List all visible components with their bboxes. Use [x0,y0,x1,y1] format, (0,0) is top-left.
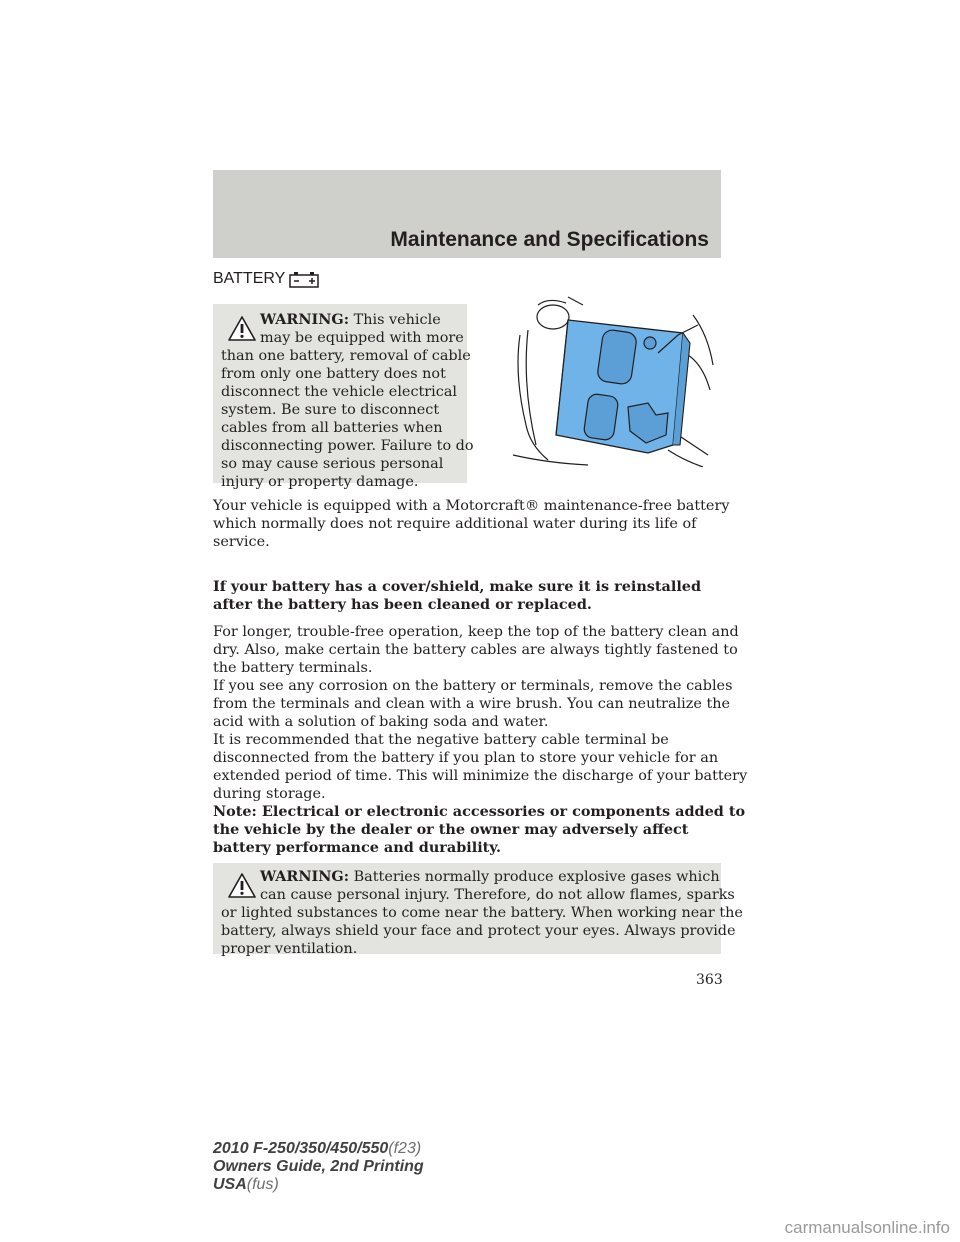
paragraph-maintenance-free: Your vehicle is equipped with a Motorcraft® maintenance-free battery which normally does not require additional water during its life of service. [213,498,730,550]
warning-line: can cause personal injury. Therefore, do not allow flames, sparks [260,887,735,903]
warning-line: WARNING: Batteries normally produce explosive gases which [260,868,720,885]
paragraph-cover-shield: If your battery has a cover/shield, make sure it is reinstalled after the battery has been cleaned or replaced. [213,578,702,613]
footer-line-model: 2010 F-250/350/450/550(f23) [213,1140,422,1157]
footer-line-region: USA(fus) [213,1176,279,1193]
paragraph-corrosion: If you see any corrosion on the battery or terminals, remove the cables from the terminals and clean with a wire brush. You can neutralize the acid with a solution of baking soda and water. [213,678,733,730]
footer-line-edition: Owners Guide, 2nd Printing [213,1158,424,1175]
warning-line: WARNING: This vehicle [260,311,441,328]
warning-line: system. Be sure to disconnect [221,402,440,418]
warning-line: may be equipped with more [260,330,464,346]
warning-label: WARNING: [260,868,350,885]
paragraph-storage: It is recommended that the negative battery cable terminal be disconnected from the battery if you plan to store your vehicle for an extended period of time. This will minimize the discharge of your battery during storage. [213,732,748,802]
warning-line: proper ventilation. [221,941,358,957]
warning-line: or lighted substances to come near the battery. When working near the [221,905,743,921]
battery-icon [289,271,319,288]
warning-line: cables from all batteries when [221,420,443,436]
section-heading [213,270,319,288]
header-band [213,170,721,258]
warning-triangle-icon [227,872,257,899]
paragraph-accessories-note: Note: Electrical or electronic accessories or components added to the vehicle by the dealer or the owner may adversely affect battery performance and durability. [213,803,746,856]
warning-box-explosive-gases [213,863,743,957]
warning-line: from only one battery does not [221,366,446,382]
battery-location-illustration [508,295,718,467]
section-heading-text: BATTERY [213,270,286,287]
warning-line: than one battery, removal of cable [221,348,471,364]
warning-line: battery, always shield your face and protect your eyes. Always provide [221,923,736,939]
warning-triangle-icon [227,315,257,342]
document-footer [213,1140,424,1194]
warning-line: injury or property damage. [221,474,419,490]
warning-line: disconnecting power. Failure to do [221,438,474,454]
warning-line: so may cause serious personal [221,456,444,472]
watermark: carmanualsonline.info [784,1218,950,1237]
warning-label: WARNING: [260,311,350,328]
warning-line: disconnect the vehicle electrical [221,384,458,400]
page-number: 363 [696,972,723,988]
warning-box-multiple-batteries [213,304,474,490]
paragraph-keep-clean: For longer, trouble-free operation, keep the top of the battery clean and dry. Also, make certain the battery cables are always tightly fastened to the battery terminals. [213,624,739,676]
page-section-title: Maintenance and Specifications [390,228,709,251]
